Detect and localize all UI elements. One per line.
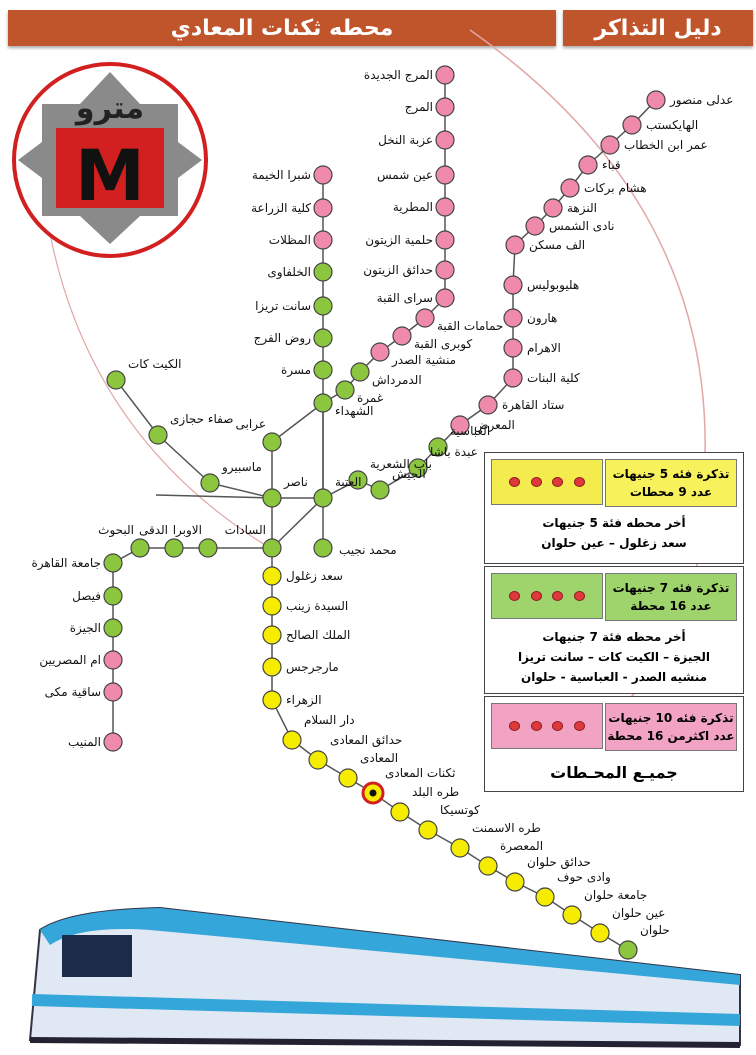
station-marker[interactable] (351, 363, 369, 381)
station-label: سراى القبة (376, 291, 433, 305)
station-label: ساقية مكى (44, 685, 101, 699)
station-label: حمامات القبة (437, 319, 504, 333)
card-info-route: الجيزة – الكيت كات – سانت تريزا (517, 650, 711, 664)
station-marker[interactable] (314, 539, 332, 557)
dot-icon (574, 477, 585, 487)
dot-icon (509, 721, 520, 731)
dot-icon (574, 591, 585, 601)
station-label: الملك الصالح (286, 628, 351, 642)
station-label: الدمرداش (372, 373, 422, 387)
station-marker[interactable] (149, 426, 167, 444)
station-marker[interactable] (314, 231, 332, 249)
station-label: المنيب (68, 735, 101, 749)
station-label: طره الاسمنت (472, 821, 541, 835)
station-marker[interactable] (526, 217, 544, 235)
station-label: الخلفاوى (267, 265, 311, 279)
track-line (272, 403, 323, 442)
station-label: العباسية (450, 424, 491, 438)
station-label: العتبة (335, 475, 362, 489)
station-marker[interactable] (436, 98, 454, 116)
ticket-card-10 (484, 696, 744, 792)
station-label: قباء (602, 158, 621, 172)
station-label: الجيش (392, 467, 426, 481)
station-marker[interactable] (104, 554, 122, 572)
station-label: المرج (404, 100, 433, 114)
station-marker[interactable] (504, 339, 522, 357)
station-marker[interactable] (314, 394, 332, 412)
station-label: النزهة (567, 201, 597, 215)
station-marker[interactable] (283, 731, 301, 749)
station-label: هارون (527, 311, 558, 325)
station-label: الكيت كات (128, 357, 182, 371)
station-marker[interactable] (263, 567, 281, 585)
station-label: الزهراء (286, 693, 322, 707)
ticket-count: عدد 16 محطة (630, 599, 712, 613)
station-marker[interactable] (479, 396, 497, 414)
dot-icon (552, 477, 563, 487)
ticket-guide-title: دليل التذاكر (563, 10, 753, 46)
station-label: حلمية الزيتون (365, 233, 433, 247)
station-label: فيصل (72, 589, 101, 603)
station-marker[interactable] (591, 924, 609, 942)
station-label: مارجرجس (286, 660, 339, 674)
station-marker[interactable] (104, 619, 122, 637)
page-title: محطه ثكنات المعادي (8, 10, 556, 46)
ticket-swatch-5 (491, 459, 603, 505)
station-marker[interactable] (371, 481, 389, 499)
station-label: جامعة القاهرة (31, 556, 101, 570)
station-label: حدائق حلوان (527, 855, 591, 869)
station-label: طره البلد (412, 785, 460, 799)
station-label: حلوان (640, 923, 670, 937)
ticket-price: تذكرة فئه 10 جنيهات (608, 711, 734, 725)
station-marker[interactable] (479, 857, 497, 875)
station-label: محمد نجيب (339, 543, 397, 557)
station-marker[interactable] (436, 231, 454, 249)
station-label: المظلات (268, 233, 311, 247)
station-label: المعرض (474, 418, 515, 432)
station-label: عزبة النخل (378, 133, 433, 147)
dot-icon (531, 477, 542, 487)
station-marker[interactable] (104, 733, 122, 751)
ticket-price: تذكرة فئه 5 جنيهات (612, 467, 730, 481)
station-marker[interactable] (436, 66, 454, 84)
station-marker[interactable] (416, 309, 434, 327)
station-marker[interactable] (201, 474, 219, 492)
dot-icon (574, 721, 585, 731)
ticket-swatch-10 (491, 703, 603, 749)
station-label: عدلى منصور (670, 93, 734, 107)
card-info-title: أخر محطه فئة 7 جنيهات (542, 630, 686, 644)
station-marker[interactable] (104, 683, 122, 701)
station-marker[interactable] (419, 821, 437, 839)
station-marker[interactable] (314, 199, 332, 217)
station-label: الاهرام (527, 341, 561, 355)
train-image (30, 908, 740, 1045)
ticket-card-5 (484, 452, 744, 564)
station-label: دار السلام (304, 713, 355, 727)
station-label: ناصر (284, 475, 308, 489)
station-marker[interactable] (391, 803, 409, 821)
station-marker[interactable] (371, 343, 389, 361)
dot-icon (552, 721, 563, 731)
station-label: مسرة (280, 363, 311, 377)
station-label: ثكنات المعادى (385, 766, 456, 780)
station-label: صفاء حجازى (170, 412, 234, 426)
station-label: ستاد القاهرة (502, 398, 565, 412)
station-marker[interactable] (314, 297, 332, 315)
station-marker[interactable] (506, 873, 524, 891)
station-label: سعد زغلول (286, 569, 343, 583)
station-marker[interactable] (199, 539, 217, 557)
ticket-label-10 (605, 703, 737, 751)
station-marker[interactable] (504, 369, 522, 387)
station-marker[interactable] (436, 289, 454, 307)
station-label: روض الفرج (253, 331, 311, 345)
track-line (113, 548, 272, 742)
station-marker[interactable] (393, 327, 411, 345)
station-label: كلية الزراعة (251, 201, 311, 215)
station-label: عين حلوان (612, 906, 666, 920)
station-marker[interactable] (107, 371, 125, 389)
station-marker[interactable] (436, 131, 454, 149)
station-label: جامعة حلوان (584, 888, 648, 902)
ticket-price: تذكرة فئه 7 جنيهات (612, 581, 730, 595)
card-info-title: جميـع المحـطات (550, 763, 678, 782)
station-marker[interactable] (544, 199, 562, 217)
station-label: الجيزة (69, 621, 101, 635)
station-marker[interactable] (561, 179, 579, 197)
station-label: ماسبيرو (222, 460, 262, 474)
station-marker[interactable] (647, 91, 665, 109)
station-marker[interactable] (263, 433, 281, 451)
station-label: البحوث (98, 523, 134, 537)
station-label: عرابى (235, 417, 266, 431)
station-label: المعصرة (500, 839, 544, 853)
station-marker[interactable] (336, 381, 354, 399)
ticket-swatch-7 (491, 573, 603, 619)
station-marker[interactable] (339, 769, 357, 787)
logo (14, 64, 206, 256)
dot-icon (509, 477, 520, 487)
station-label: كوتسيكا (440, 803, 480, 817)
station-marker[interactable] (619, 941, 637, 959)
station-marker[interactable] (263, 489, 281, 507)
station-marker[interactable] (314, 361, 332, 379)
station-label: الشهداء (335, 404, 374, 418)
station-marker[interactable] (504, 309, 522, 327)
card-info-route: منشيه الصدر - العباسية - حلوان (520, 670, 708, 684)
logo-text: مترو (75, 91, 145, 126)
station-label: هشام بركات (584, 181, 647, 195)
station-marker[interactable] (309, 751, 327, 769)
station-marker[interactable] (104, 587, 122, 605)
station-label: نادى الشمس (549, 219, 615, 233)
station-marker[interactable] (504, 276, 522, 294)
station-marker[interactable] (436, 166, 454, 184)
station-label: المطرية (392, 200, 433, 214)
station-label: عبدة باشا (430, 445, 478, 459)
station-label: ام المصريين (39, 653, 101, 667)
station-marker[interactable] (536, 888, 554, 906)
dot-icon (509, 591, 520, 601)
station-marker[interactable] (436, 198, 454, 216)
card-info-title: أخر محطه فئة 5 جنيهات (542, 516, 686, 530)
station-label: السادات (224, 523, 266, 537)
station-label: الف مسكن (529, 238, 586, 252)
station-label: هليوبوليس (527, 278, 580, 292)
station-marker[interactable] (436, 261, 454, 279)
station-label: المعادى (360, 751, 399, 765)
ticket-count: عدد 9 محطات (629, 485, 713, 499)
station-label: عمر ابن الخطاب (624, 138, 708, 152)
station-label: الاوبرا (172, 523, 202, 537)
station-marker[interactable] (506, 236, 524, 254)
dot-icon (552, 591, 563, 601)
station-label: الهايكستب (646, 118, 699, 132)
station-label: شبرا الخيمة (251, 168, 311, 182)
station-label: السيدة زينب (286, 599, 349, 613)
station-marker[interactable] (314, 329, 332, 347)
station-marker[interactable] (263, 658, 281, 676)
track-line (156, 495, 272, 498)
station-label: كوبرى القبة (414, 337, 473, 351)
station-label: وادى حوف (557, 870, 611, 884)
station-marker[interactable] (131, 539, 149, 557)
card-info-route: سعد زغلول – عين حلوان (541, 536, 687, 550)
station-marker[interactable] (263, 626, 281, 644)
station-marker[interactable] (451, 839, 469, 857)
station-label: منشية الصدر (392, 353, 457, 367)
ticket-card-7 (484, 566, 744, 694)
station-marker[interactable] (263, 539, 281, 557)
station-marker[interactable] (314, 263, 332, 281)
station-marker[interactable] (263, 597, 281, 615)
station-label: باب الشعرية (370, 457, 432, 471)
station-label: كلية البنات (527, 371, 580, 385)
station-label: عين شمس (376, 168, 433, 182)
station-label: المرج الجديدة (363, 68, 433, 82)
station-label: غمرة (357, 391, 384, 405)
station-label: حدائق الزيتون (363, 263, 433, 277)
dot-icon (531, 591, 542, 601)
station-label: سانت تريزا (255, 299, 311, 313)
station-marker[interactable] (165, 539, 183, 557)
station-label: حدائق المعادى (330, 733, 403, 747)
ticket-count: عدد اكثرمن 16 محطة (607, 729, 735, 743)
ticket-label-7 (605, 573, 737, 621)
station-marker[interactable] (579, 156, 597, 174)
station-marker[interactable] (314, 489, 332, 507)
dot-icon (531, 721, 542, 731)
station-marker[interactable] (601, 136, 619, 154)
station-marker[interactable] (104, 651, 122, 669)
station-marker[interactable] (263, 691, 281, 709)
station-marker[interactable] (314, 166, 332, 184)
current-station-dot (370, 790, 377, 797)
logo-letter: M (75, 135, 145, 217)
ticket-label-5 (605, 459, 737, 507)
station-marker[interactable] (623, 116, 641, 134)
station-marker[interactable] (563, 906, 581, 924)
station-label: الدقى (138, 523, 168, 537)
